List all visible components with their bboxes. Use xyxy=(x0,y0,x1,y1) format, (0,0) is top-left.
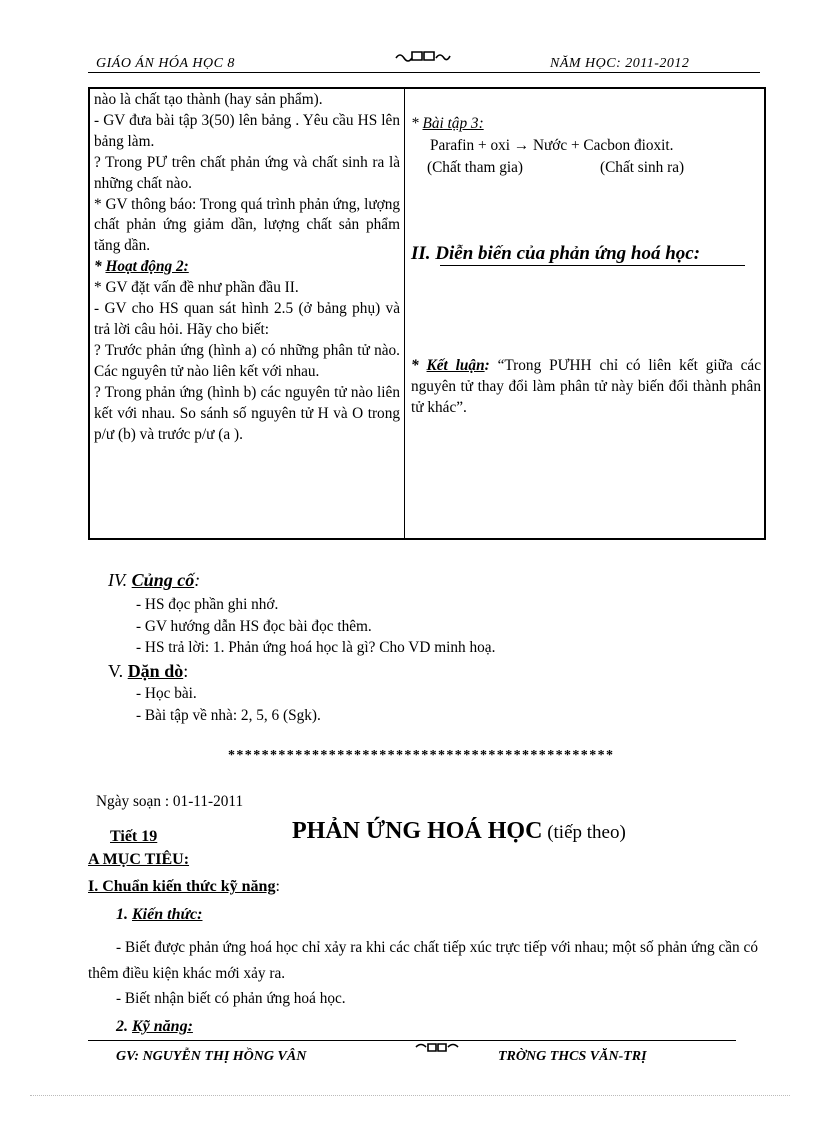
skills-title: Kỹ năng: xyxy=(132,1018,193,1035)
lesson-title xyxy=(292,818,626,845)
section-4-colon: : xyxy=(194,570,201,590)
review-item-3: - HS trả lời: 1. Phản ứng hoá học là gì? Cho VD minh hoạ. xyxy=(136,639,496,656)
knowledge-title: Kiến thức: xyxy=(132,906,203,923)
page-bottom-dotted-line xyxy=(30,1095,790,1096)
left-line-5: * GV đặt vấn đề như phần đầu II. xyxy=(94,279,299,297)
activity-2-title: Hoạt động 2: xyxy=(105,258,189,276)
standards-title: I. Chuẩn kiến thức kỹ năng xyxy=(88,878,276,895)
table-column-divider xyxy=(404,87,405,540)
standards-heading xyxy=(88,878,280,896)
header-rule xyxy=(88,72,760,73)
equation-products-label: (Chất sinh ra) xyxy=(600,159,685,176)
left-line-4: * GV thông báo: Trong quá trình phản ứng, lượng chất phản ứng giảm dần, lượng chất sản phẩm tăng dần. xyxy=(94,195,400,255)
section-5-heading xyxy=(108,661,188,682)
section-5-colon: : xyxy=(183,661,189,681)
preparation-date: Ngày soạn : 01-11-2011 xyxy=(96,793,244,810)
footer-ornament-icon xyxy=(414,1041,462,1060)
conclusion-star: * xyxy=(411,357,427,374)
left-line-2: - GV đưa bài tập 3(50) lên bảng . Yêu cầu HS lên bảng làm. xyxy=(94,111,400,150)
knowledge-heading xyxy=(116,906,202,924)
activity-2-heading xyxy=(94,257,400,278)
exercise-3-title: Bài tập 3: xyxy=(422,115,484,132)
footer-school: TRỜNG THCS VĂN-TRỊ xyxy=(498,1049,647,1064)
skills-heading xyxy=(116,1018,193,1036)
equation-reactants-label: (Chất tham gia) xyxy=(427,159,524,176)
left-line-7: ? Trước phản ứng (hình a) có những phân tử nào. Các nguyên tử nào liên kết với nhau. xyxy=(94,341,400,380)
section-4-number: IV. xyxy=(108,570,132,590)
reaction-equation: Parafin + oxi → Nước + Cacbon đioxit. xyxy=(430,137,674,154)
header-ornament-icon xyxy=(394,48,452,69)
exercise-3-star: * xyxy=(411,115,423,132)
section-4-heading xyxy=(108,570,200,591)
knowledge-item-2: - Biết nhận biết có phản ứng hoá học. xyxy=(116,990,346,1007)
section-5-number: V. xyxy=(108,661,128,681)
section-2-text: II. Diễn biến của phản ứng hoá học: xyxy=(411,243,701,264)
left-line-1: nào là chất tạo thành (hay sản phẩm). xyxy=(94,91,323,108)
teacher-activity-column xyxy=(94,90,400,445)
conclusion xyxy=(411,355,761,418)
period-number: Tiết 19 xyxy=(110,828,158,845)
activity-2-star: * xyxy=(94,258,106,276)
footer-rule xyxy=(88,1040,736,1041)
conclusion-colon: : xyxy=(484,357,490,374)
separator-stars: ********************************************** xyxy=(228,748,615,763)
header-right: NĂM HỌC: 2011-2012 xyxy=(550,56,690,71)
lesson-title-sub: (tiếp theo) xyxy=(542,822,626,843)
section-5-title: Dặn dò xyxy=(127,661,184,681)
section-4-title: Củng cố xyxy=(131,570,195,590)
section-2-heading xyxy=(411,243,700,265)
knowledge-item-1: - Biết được phản ứng hoá học chỉ xảy ra khi các chất tiếp xúc trực tiếp với nhau; một số phản ứng cần có thêm điều kiện khác mới xảy ra. xyxy=(88,939,758,982)
review-item-2: - GV hướng dẫn HS đọc bài đọc thêm. xyxy=(136,618,372,635)
left-line-6: - GV cho HS quan sát hình 2.5 (ở bảng phụ) và trả lời câu hỏi. Hãy cho biết: xyxy=(94,300,400,338)
footer-teacher: GV: NGUYỄN THỊ HỒNG VÂN xyxy=(116,1049,307,1064)
exercise-3-heading xyxy=(411,113,761,134)
knowledge-number: 1. xyxy=(116,906,132,923)
conclusion-text: “Trong PƯHH chỉ có liên kết giữa các nguyên tử thay đổi làm phân tử này biến đổi thành phân tử khác”. xyxy=(411,357,761,416)
lesson-title-main: PHẢN ỨNG HOÁ HỌC xyxy=(292,818,543,844)
review-item-1: - HS đọc phần ghi nhớ. xyxy=(136,596,279,613)
standards-colon: : xyxy=(275,878,280,895)
header-left: GIÁO ÁN HÓA HỌC 8 xyxy=(96,56,235,71)
left-line-3: ? Trong PƯ trên chất phản ứng và chất sinh ra là những chất nào. xyxy=(94,153,400,192)
section-2-underline xyxy=(440,265,745,266)
left-line-8: ? Trong phản ứng (hình b) các nguyên tử nào liên kết với nhau. So sánh số nguyên tử H và O trong p/ư (b) và trước p/ư (a ). xyxy=(94,383,400,443)
conclusion-label: Kết luận xyxy=(426,357,485,374)
objectives-heading: A MỤC TIÊU: xyxy=(88,851,190,868)
homework-item-2: - Bài tập về nhà: 2, 5, 6 (Sgk). xyxy=(136,707,321,724)
skills-number: 2. xyxy=(116,1018,132,1035)
homework-item-1: - Học bài. xyxy=(136,685,197,702)
